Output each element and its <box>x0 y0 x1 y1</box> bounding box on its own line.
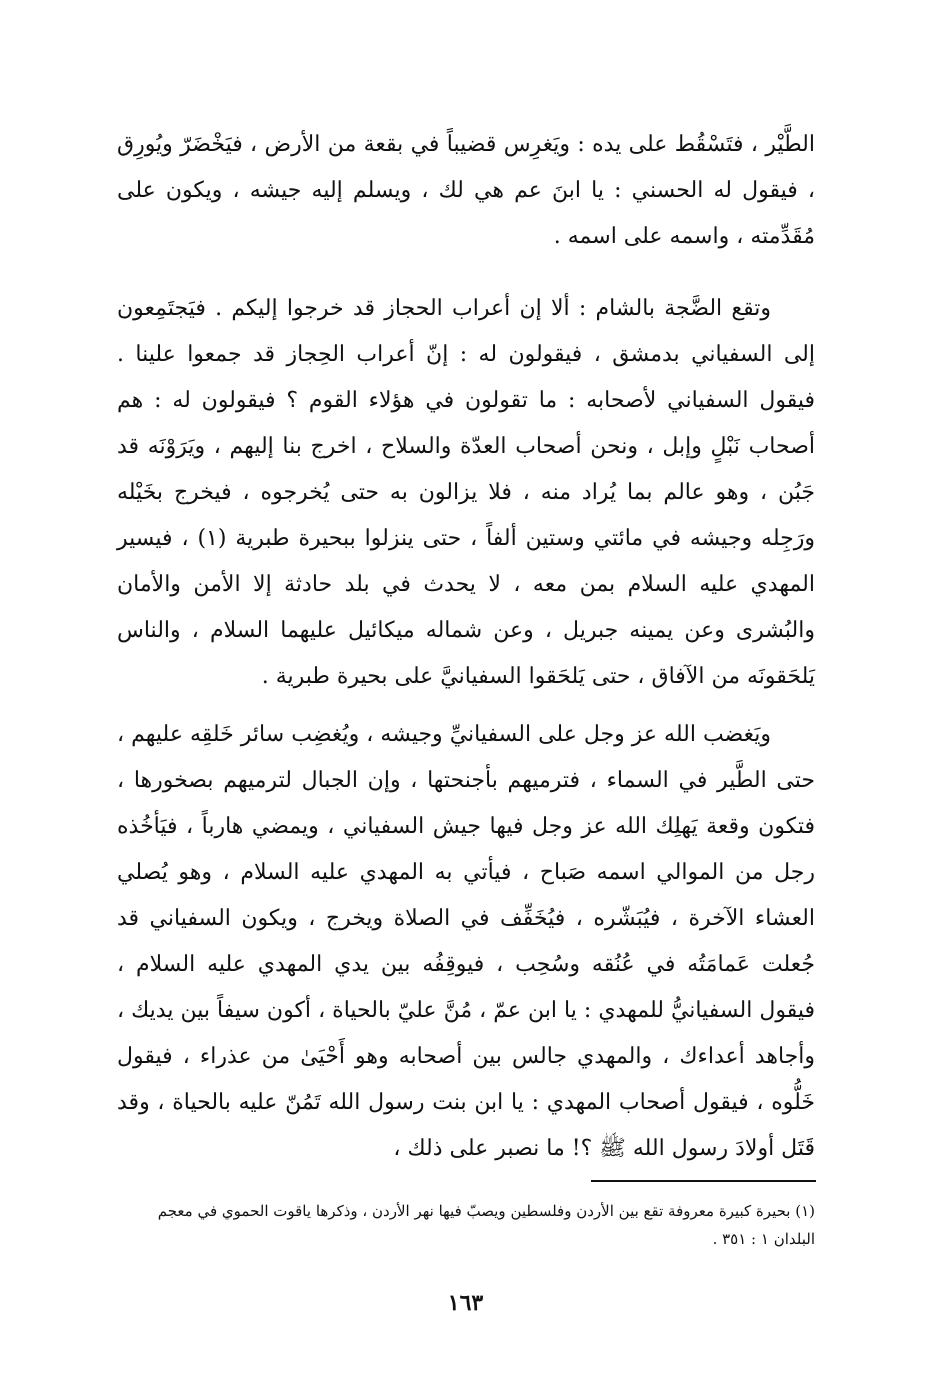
body-paragraph-2: وتقع الضَّجة بالشام : ألا إن أعراب الحجاز قد خرجوا إليكم . فيَجتَمِعون إلى السفياني بدمشق ، فيقولون له : إنّ أعراب الحِجاز قد جمعوا علينا . فيقول السفياني لأصحابه : ما تقولون في هؤلاء القوم ؟ فيقولون له : هم أصحاب نَبْلٍ وإبل ، ونحن أصحاب العدّة والسلاح ، اخرج بنا إليهم ، ويَرَوْنَه قد جَبُن ، وهو عالم بما يُراد منه ، فلا يزالون به حتى يُخرجوه ، فيخرج بخَيْله ورَجِله وجيشه في مائتي وستين ألفاً ، حتى ينزلوا ببحيرة طبرية (١) ، فيسير المهدي عليه السلام بمن معه ، لا يحدث في بلد حادثة إلا الأمن والأمان والبُشرى وعن يمينه جبريل ، وعن شماله ميكائيل عليهما السلام ، والناس يَلحَقونَه من الآفاق ، حتى يَلحَقوا السفيانيَّ على بحيرة طبرية . <box>117 296 816 689</box>
body-paragraph-1: الطَّيْر ، فتَسْقُط على يده : ويَغرِس قضيباً في بقعة من الأرض ، فيَخْضَرّ ويُورِق ، فيقول له الحسني : يا ابنَ عم هي لك ، ويسلم إليه جيشه ، ويكون على مُقَدِّمته ، واسمه على اسمه . <box>117 132 815 249</box>
footnote: (١) بحيرة كبيرة معروفة تقع بين الأردن وفلسطين ويصبّ فيها نهر الأردن ، وذكرها ياقوت الحموي في معجم البلدان ١ : ٣٥١ . <box>157 1202 815 1248</box>
page-number: ١٦٣ <box>447 1290 484 1316</box>
body-paragraph-3: ويَغضب الله عز وجل على السفيانيِّ وجيشه ، ويُغضِب سائر خَلقِه عليهم ، حتى الطَّير في السماء ، فترميهم بأجنحتها ، وإن الجبال لترميهم بصخورها ، فتكون وقعة يَهلِك الله عز وجل فيها جيش السفياني ، ويمضي هارباً ، فيَأخُذه رجل من الموالي اسمه صَباح ، فيأتي به المهدي عليه السلام ، وهو يُصلي العشاء الآخرة ، فيُبَشّره ، فيُخَفِّف في الصلاة ويخرج ، ويكون السفياني قد جُعلت عَمامَتُه في عُنُقه وسُحِب ، فيوقِفُه بين يدي المهدي عليه السلام ، فيقول السفيانيُّ للمهدي : يا ابن عمّ ، مُنَّ عليّ بالحياة ، أكون سيفاً بين يديك ، وأجاهد أعداءك ، والمهدي جالس بين أصحابه وهو أَحْيَىٰ من عذراء ، فيقول خَلُّوه ، فيقول أصحاب المهدي : يا ابن بنت رسول الله تَمُنّ عليه بالحياة ، وقد قَتَل أولادَ رسول الله ﷺ ؟! ما نصبر على ذلك ، <box>117 722 815 1161</box>
footnote-separator <box>591 1180 816 1182</box>
